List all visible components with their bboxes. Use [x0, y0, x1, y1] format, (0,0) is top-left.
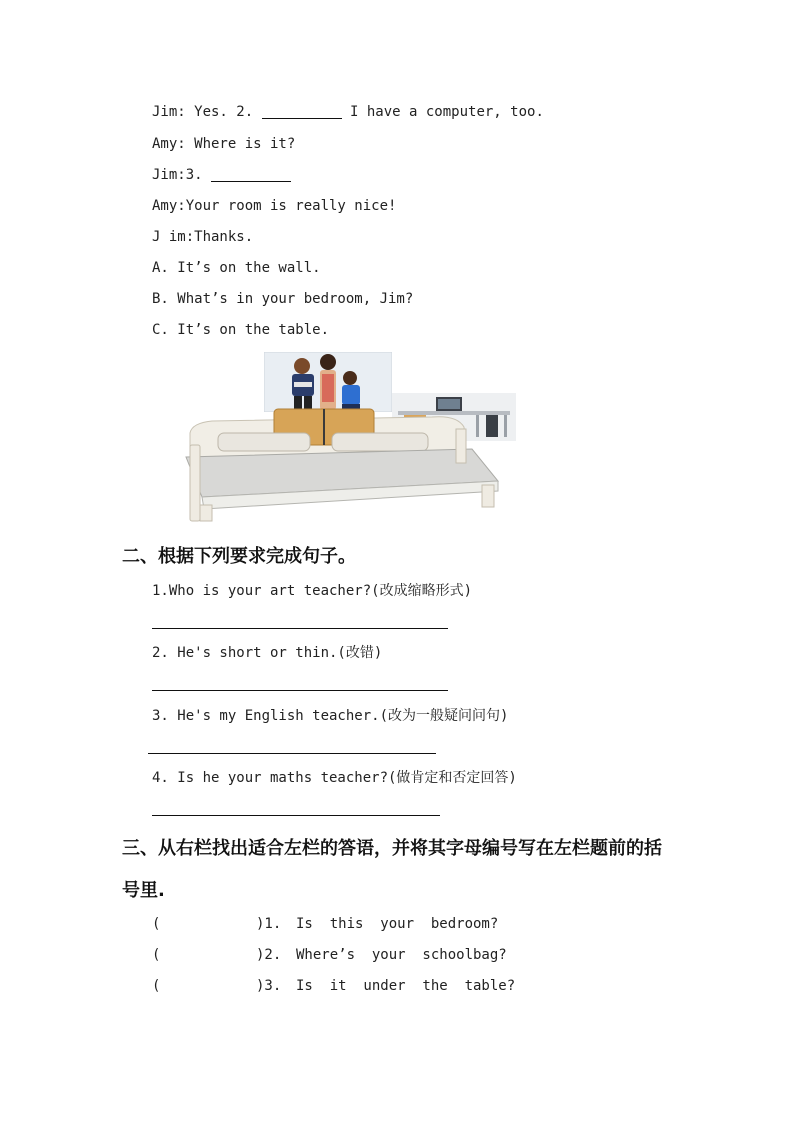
bracket-close-number: )3.	[256, 978, 282, 994]
answer-line-2[interactable]	[152, 690, 448, 691]
family-photo-image	[264, 352, 392, 412]
section-2-item-2: 2. He's short or thin.(改错)	[152, 645, 383, 661]
dialogue-line-3: Jim:3.	[152, 165, 291, 185]
dialogue-line-5: J im:Thanks.	[152, 229, 254, 245]
section-3-title-line-1: 三、从右栏找出适合左栏的答语，并将其字母编号写在左栏题前的括	[122, 838, 662, 859]
bracket-close-number: )1.	[256, 916, 282, 932]
bracket-open[interactable]: (	[152, 978, 161, 994]
dialogue-line-2: Amy: Where is it?	[152, 136, 296, 152]
answer-line-3[interactable]	[148, 753, 436, 754]
section-2-title: 二、根据下列要求完成句子。	[122, 546, 356, 567]
dialogue-line-4: Amy:Your room is really nice!	[152, 198, 397, 214]
match-question: Is it under the table?	[296, 978, 516, 994]
bracket-open[interactable]: (	[152, 916, 161, 932]
section-2-item-4: 4. Is he your maths teacher?(做肯定和否定回答)	[152, 770, 517, 786]
answer-line-1[interactable]	[152, 628, 448, 629]
bracket-open[interactable]: (	[152, 947, 161, 963]
section-2-item-3: 3. He's my English teacher.(改为一般疑问问句)	[152, 708, 509, 724]
answer-blank-3[interactable]	[211, 167, 291, 182]
match-question: Is this your bedroom?	[296, 916, 499, 932]
option-a: A. It’s on the wall.	[152, 260, 321, 276]
answer-line-4[interactable]	[152, 815, 440, 816]
option-b: B. What’s in your bedroom, Jim?	[152, 291, 414, 307]
section-3-title-line-2: 号里.	[122, 880, 165, 901]
dialogue-line-1: Jim: Yes. 2. I have a computer, too.	[152, 104, 544, 120]
option-c: C. It’s on the table.	[152, 322, 330, 338]
match-question: Where’s your schoolbag?	[296, 947, 507, 963]
answer-blank-2[interactable]	[262, 104, 342, 119]
section-2-item-1: 1.Who is your art teacher?(改成缩略形式)	[152, 583, 473, 599]
bracket-close-number: )2.	[256, 947, 282, 963]
bed-image	[182, 405, 504, 523]
